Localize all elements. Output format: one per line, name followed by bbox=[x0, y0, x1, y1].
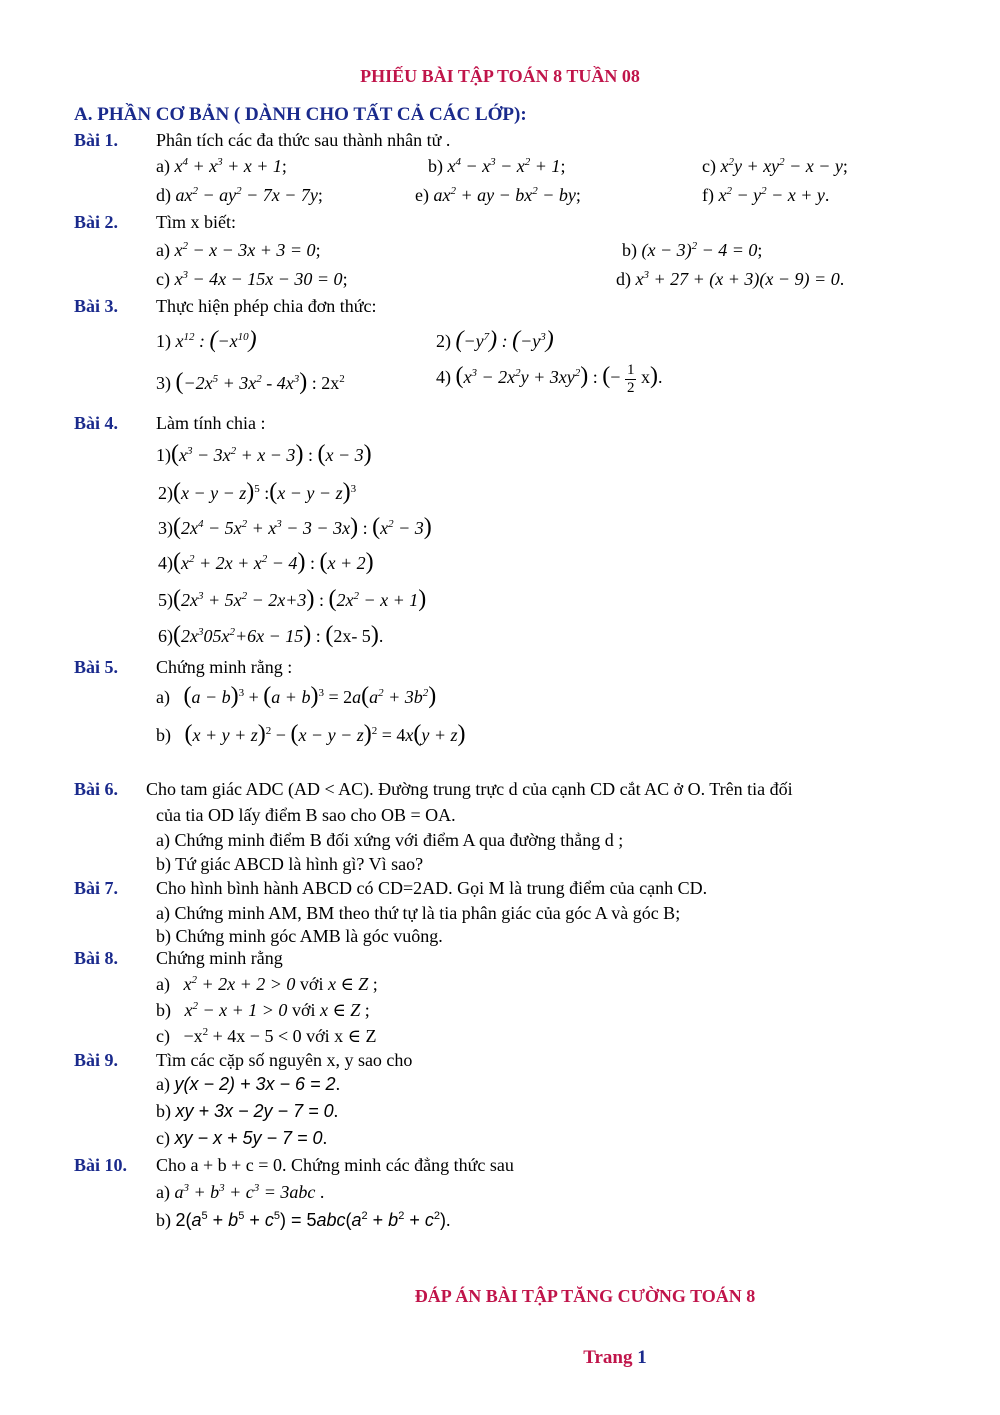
bai4-1: $1)(x^3 - 3x^2 + x - 3)$ : (x − 3) bbox=[156, 441, 372, 467]
bai6-line1: Cho tam giác ADC (AD < AC). Đường trung trực d của cạnh CD cắt AC ở O. Trên tia đối bbox=[146, 779, 793, 799]
bai1-c: c) $x^2y + xy^2 - x - y$; bbox=[702, 156, 848, 176]
bai3-3: 3) $(-2x^5 + 3x^2 - 4x^3)$ : $2x^2$ bbox=[156, 369, 345, 395]
worksheet-title: PHIẾU BÀI TẬP TOÁN 8 TUẦN 08 bbox=[360, 66, 640, 86]
bai1-b: b) $x^4 - x^3 - x^2 + 1$; bbox=[428, 156, 566, 176]
bai10-b: b) $2(a^5 + b^5 + c^5) = 5abc(a^2 + b^2 + c^2)$. bbox=[156, 1210, 451, 1230]
section-a-heading: A. PHẦN CƠ BẢN ( DÀNH CHO TẤT CẢ CÁC LỚP): bbox=[74, 104, 527, 125]
bai1-e: e) $ax^2$ + ay − $bx^2$ − by; bbox=[415, 185, 581, 205]
bai2-prompt: Tìm x biết: bbox=[156, 212, 236, 232]
bai8-a: a) $x^2 + 2x + 2 > 0$ với x ∈ Z ; bbox=[156, 974, 378, 994]
bai8-prompt: Chứng minh rằng bbox=[156, 948, 283, 968]
bai3-4: 4) $(x^3 - 2x^2y + 3xy^2)$ : (− $\frac{1}{2}$ x). bbox=[436, 362, 663, 396]
bai5-b: b) $(x + y + z)^2 - (x - y - z)^2 = 4x(y + z)$ bbox=[156, 721, 466, 747]
bai9-label: Bài 9. bbox=[74, 1050, 119, 1070]
bai4-4: $4)(x^2 + 2x + x^2 - 4)$ : (x + 2) bbox=[158, 549, 374, 575]
bai5-prompt: Chứng minh rằng : bbox=[156, 657, 293, 677]
bai8-label: Bài 8. bbox=[74, 948, 119, 968]
bai7-line3: b) Chứng minh góc AMB là góc vuông. bbox=[156, 926, 443, 946]
bai8-b: b) $x^2 - x + 1 > 0$ với x ∈ Z ; bbox=[156, 1000, 370, 1020]
bai10-a: a) $a^3 + b^3 + c^3 = 3abc$ . bbox=[156, 1182, 325, 1202]
bai6-line4: b) Tứ giác ABCD là hình gì? Vì sao? bbox=[156, 854, 424, 874]
bai3-label: Bài 3. bbox=[74, 296, 119, 316]
bai1-label: Bài 1. bbox=[74, 130, 119, 150]
bai6-line2: của tia OD lấy điểm B sao cho OB = OA. bbox=[156, 805, 456, 825]
bai3-2: 2) $(-y^7)$ : $(-y^3)$ bbox=[436, 327, 554, 353]
bai7-line2: a) Chứng minh AM, BM theo thứ tự là tia phân giác của góc A và góc B; bbox=[156, 903, 681, 923]
bai4-3: $3)(2x^4 - 5x^2 + x^3 - 3 - 3x)$ : $(x^2 - 3)$ bbox=[158, 514, 432, 540]
bai9-b: b) xy + 3x − 2y − 7 = 0. bbox=[156, 1101, 339, 1121]
bai10-prompt: Cho a + b + c = 0. Chứng minh các đẳng thức sau bbox=[156, 1155, 514, 1175]
bai5-label: Bài 5. bbox=[74, 657, 119, 677]
bai9-a: a) y(x − 2) + 3x − 6 = 2. bbox=[156, 1074, 341, 1094]
answer-title: ĐÁP ÁN BÀI TẬP TĂNG CƯỜNG TOÁN 8 bbox=[414, 1286, 756, 1306]
bai2-a: a) $x^2 - x - 3x + 3 = 0$; bbox=[156, 240, 321, 260]
bai7-label: Bài 7. bbox=[74, 878, 119, 898]
page-footer bbox=[0, 1347, 1000, 1370]
bai7-line1: Cho hình bình hành ABCD có CD=2AD. Gọi M là trung điểm của cạnh CD. bbox=[156, 878, 708, 898]
bai2-label: Bài 2. bbox=[74, 212, 119, 232]
bai6-line3: a) Chứng minh điểm B đối xứng với điểm A qua đường thẳng d ; bbox=[156, 830, 624, 850]
bai2-c: c) $x^3 - 4x - 15x - 30 = 0$; bbox=[156, 269, 348, 289]
bai3-1: 1) $x^{12}$ : $(-x^{10})$ bbox=[156, 327, 257, 353]
bai2-d: d) $x^3 + 27 + (x + 3)(x - 9) = 0$. bbox=[616, 269, 845, 289]
bai6-label: Bài 6. bbox=[74, 779, 119, 799]
bai10-label: Bài 10. bbox=[74, 1155, 128, 1175]
bai1-a: a) $x^4 + x^3 + x + 1$; bbox=[156, 156, 287, 176]
bai5-a: a) $(a - b)^3 + (a + b)^3 = 2a(a^2 + 3b^2)$ bbox=[156, 683, 437, 709]
bai1-prompt: Phân tích các đa thức sau thành nhân tử . bbox=[156, 130, 451, 150]
bai1-d: d) $ax^2 - ay^2 - 7x - 7y$; bbox=[156, 185, 323, 205]
footer-page-number: 1 bbox=[637, 1347, 647, 1368]
footer-page-word: Trang bbox=[583, 1347, 633, 1368]
bai4-label: Bài 4. bbox=[74, 413, 119, 433]
bai9-prompt: Tìm các cặp số nguyên x, y sao cho bbox=[156, 1050, 413, 1070]
bai3-prompt: Thực hiện phép chia đơn thức: bbox=[156, 296, 377, 316]
bai1-f: f) $x^2 - y^2 - x + y$. bbox=[702, 185, 830, 205]
bai4-6: $6)(2x^305x^2+6x - 15)$ : (2x- 5). bbox=[158, 622, 384, 648]
bai2-b: b) $(x - 3)^2 - 4 = 0$; bbox=[622, 240, 763, 260]
bai9-c: c) xy − x + 5y − 7 = 0. bbox=[156, 1128, 328, 1148]
bai4-prompt: Làm tính chia : bbox=[156, 413, 266, 433]
bai4-5: $5)(2x^3 + 5x^2 - 2x+3)$ : $(2x^2 - x + 1)$ bbox=[158, 586, 427, 612]
bai8-c: $c) -x^2 + 4x - 5 < 0$ với x ∈ Z bbox=[156, 1026, 377, 1046]
bai4-2: $2)(x - y - z)^5$ :(x − y − z)$^3$ bbox=[158, 479, 357, 505]
